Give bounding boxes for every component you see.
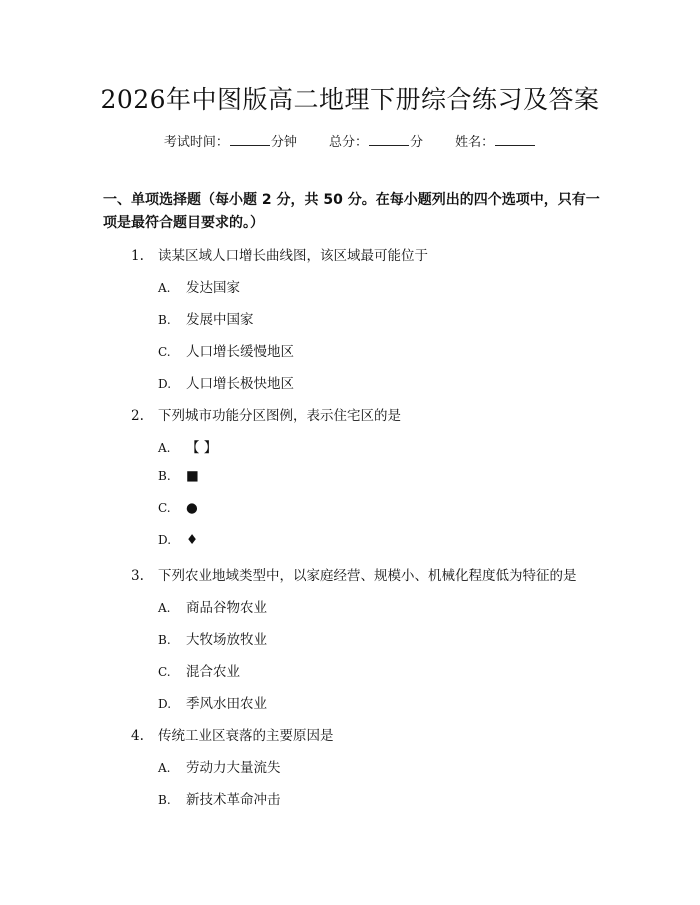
question-item [131,724,334,744]
option-item [158,756,281,776]
option-text: 人口增长极快地区 [186,376,294,392]
section-heading: 一、单项选择题（每小题 2 分，共 50 分。在每小题列出的四个选项中，只有一项是最符合题目要求的。） [103,192,600,231]
option-text: 发展中国家 [186,312,254,328]
question-text: 下列城市功能分区图例，表示住宅区的是 [158,408,401,424]
total-score-blank [369,133,409,146]
question-item [131,404,401,424]
option-text: 商品谷物农业 [186,600,267,616]
option-text: 季风水田农业 [186,696,267,712]
option-item [158,468,199,484]
option-key: B. [158,469,171,483]
student-name-field [455,131,536,150]
option-text: 新技术革命冲击 [186,792,281,808]
option-text: 【 】 [186,440,218,456]
question-number: 4. [131,728,144,744]
student-name-label: 姓名： [455,135,495,150]
question-item [131,564,577,584]
option-key: A. [158,281,171,295]
question-text: 读某区域人口增长曲线图，该区域最可能位于 [158,248,428,264]
total-score-label: 总分： [328,135,368,150]
exam-time-field [164,131,297,150]
option-key: A. [158,441,171,455]
option-item [158,340,294,360]
document-title: 2026年中图版高二地理下册综合练习及答案 [100,85,600,114]
option-text: ■ [186,468,199,484]
student-name-blank [495,133,535,146]
total-score-unit: 分 [410,135,424,150]
option-key: C. [158,665,171,679]
question-text: 下列农业地域类型中，以家庭经营、规模小、机械化程度低为特征的是 [158,568,577,584]
option-key: B. [158,793,171,807]
option-text: ♦ [186,532,199,548]
option-key: C. [158,345,171,359]
question-number: 1. [131,248,144,264]
option-key: A. [158,601,171,615]
option-item [158,596,267,616]
option-item [158,532,198,548]
option-text: 发达国家 [186,280,240,296]
total-score-field [329,131,423,150]
exam-time-blank [230,133,270,146]
exam-time-unit: 分钟 [270,135,297,150]
option-key: D. [158,377,172,391]
option-item [158,692,267,712]
option-text: ● [186,500,198,516]
question-number: 3. [131,568,144,584]
question-number: 2. [131,408,144,424]
option-key: D. [158,697,172,711]
option-key: A. [158,761,171,775]
exam-time-label: 考试时间： [163,135,229,150]
option-item [158,660,240,680]
option-key: B. [158,633,171,647]
option-text: 混合农业 [186,664,240,680]
option-key: B. [158,313,171,327]
option-text: 劳动力大量流失 [186,760,281,776]
option-key: D. [158,533,172,547]
option-item [158,276,240,296]
option-item [158,308,254,328]
option-item [158,788,281,808]
option-text: 大牧场放牧业 [186,632,267,648]
exam-info-line [0,131,700,150]
option-item [158,436,217,456]
option-item [158,500,198,516]
option-item [158,372,294,392]
option-text: 人口增长缓慢地区 [186,344,294,360]
question-item [131,244,428,264]
option-item [158,628,267,648]
option-key: C. [158,501,171,515]
question-text: 传统工业区衰落的主要原因是 [158,728,334,744]
